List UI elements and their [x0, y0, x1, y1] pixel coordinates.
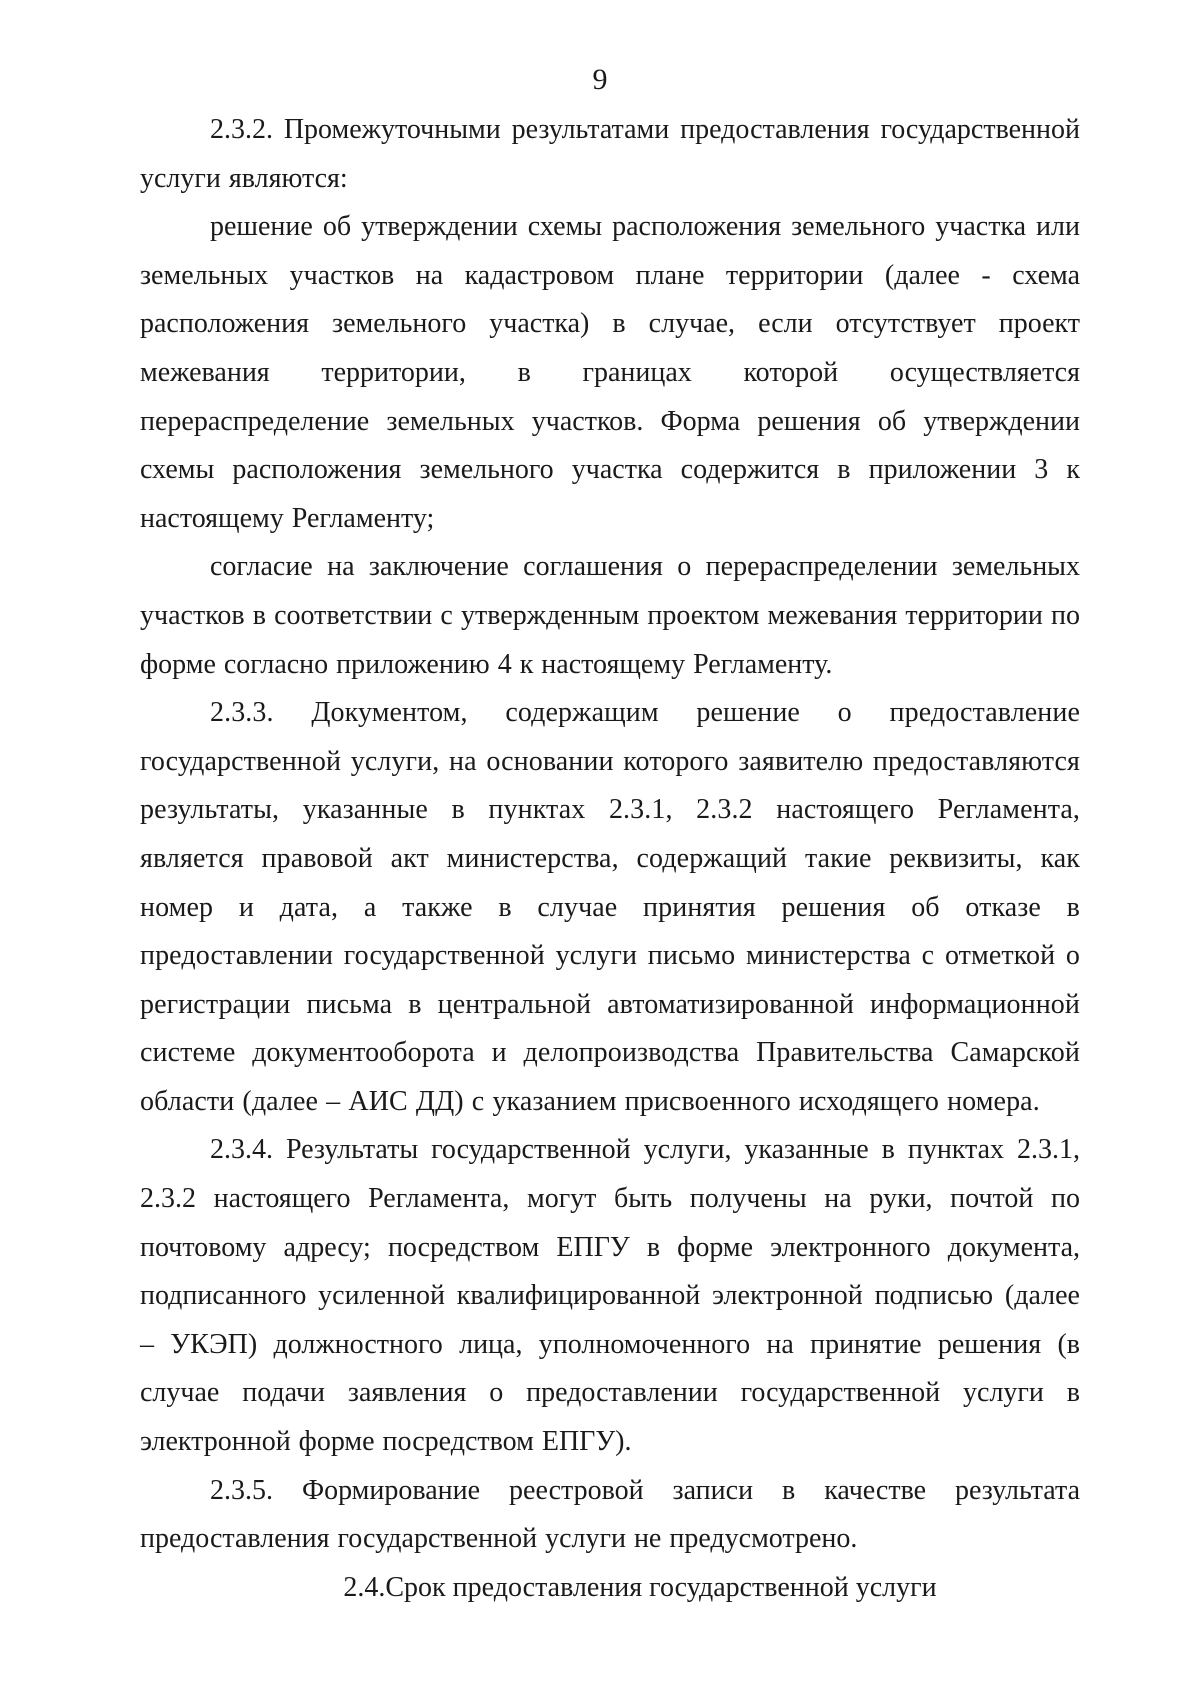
paragraph-2-3-5: 2.3.5. Формирование реестровой записи в качестве результата предоставления государственной услуги не предусмотрено. — [140, 1474, 1080, 1555]
paragraph-2-3-3: 2.3.3. Документом, содержащим решение о предоставление государственной услуги, на основании которого заявителю предоставляются результаты, указанные в пунктах 2.3.1, 2.3.2 настоящего Регламента, является правовой акт министерства, содержащий такие реквизиты, как номер и дата, а также в случае принятия решения об отказе в предоставлении государственной услуги письмо министерства с отметкой о регистрации письма в центральной автоматизированной информационной системе документооборота и делопроизводства Правительства Самарской области (далее – АИС ДД) с указанием присвоенного исходящего номера. — [140, 697, 1080, 1117]
section-heading-2-4: 2.4.Срок предоставления государственной услуги — [343, 1571, 937, 1603]
paragraph-agreement-consent: согласие на заключение соглашения о перераспределении земельных участков в соответствии с утвержденным проектом межевания территории по форме согласно приложению 4 к настоящему Регламенту. — [140, 551, 1080, 680]
paragraph-2-3-2: 2.3.2. Промежуточными результатами предоставления государственной услуги являются: — [140, 114, 1080, 194]
document-body — [140, 106, 1080, 1612]
page-number: 9 — [592, 63, 608, 96]
paragraph-scheme-decision: решение об утверждении схемы расположения земельного участка или земельных участков на кадастровом плане территории (далее - схема расположения земельного участка) в случае, если отсутствует проект межевания территории, в границах которой осуществляется перераспределение земельных участков. Форма решения об утверждении схемы расположения земельного участка содержится в приложении 3 к настоящему Регламенту; — [140, 211, 1080, 534]
paragraph-2-3-4: 2.3.4. Результаты государственной услуги, указанные в пунктах 2.3.1, 2.3.2 настоящего Регламента, могут быть получены на руки, почтой по почтовому адресу; посредством ЕПГУ в форме электронного документа, подписанного усиленной квалифицированной электронной подписью (далее – УКЭП) должностного лица, уполномоченного на принятие решения (в случае подачи заявления о предоставлении государственной услуги в электронной форме посредством ЕПГУ). — [140, 1134, 1080, 1458]
